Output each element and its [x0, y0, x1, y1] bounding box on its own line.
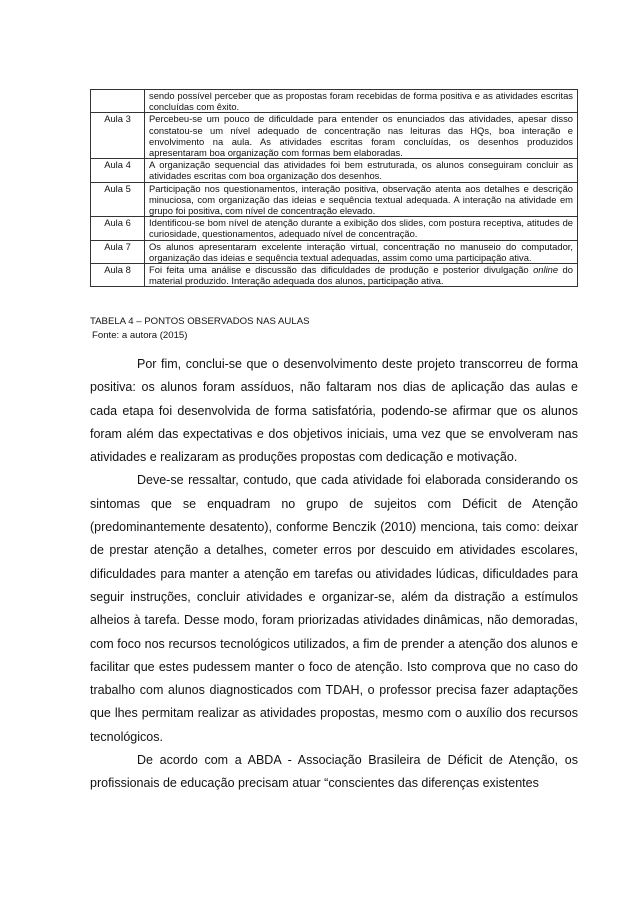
- observation-text: Foi feita uma análise e discussão das dificuldades de produção e posterior divulgação: [149, 264, 534, 276]
- lesson-label: Aula 7: [91, 240, 145, 263]
- observations-table: [90, 89, 578, 287]
- table-row: [91, 159, 578, 182]
- lesson-observation: Participação nos questionamentos, interação positiva, observação atenta aos detalhes e descrição minuciosa, com organização das ideias e sequência textual adequada. A interação na atividade em grupo foi positiva, com nível de concentração elevado.: [145, 182, 578, 217]
- paragraph: De acordo com a ABDA - Associação Brasileira de Déficit de Atenção, os profissionais de educação precisam atuar “conscientes das diferenças existentes: [90, 753, 578, 791]
- lesson-label: Aula 4: [91, 159, 145, 182]
- lesson-label: Aula 6: [91, 217, 145, 240]
- table-row: [91, 182, 578, 217]
- paragraph: Deve-se ressaltar, contudo, que cada atividade foi elaborada considerando os sintomas que se enquadram no grupo de sujeitos com Déficit de Atenção (predominantemente desatento), conforme Benczik (2010) menciona, tais como: deixar de prestar atenção a detalhes, cometer erros por descuido em atividades escolares, dificuldades para manter a atenção em tarefas ou atividades lúdicas, dificuldades para seguir instruções, concluir atividades e organizar-se, além da distração a estímulos alheios à tarefa. Desse modo, foram priorizadas atividades dinâmicas, não demoradas, com foco nos recursos tecnológicos utilizados, a fim de prender a atenção dos alunos e facilitar que estes pudessem manter o foco de atenção. Isto comprova que no caso do trabalho com alunos diagnosticados com TDAH, o professor precisa fazer adaptações que lhes permitam realizar as atividades propostas, mesmo com o auxílio dos recursos tecnológicos.: [90, 473, 578, 744]
- table-row: [91, 264, 578, 287]
- observation-text: do material produzido. Interação adequada dos alunos, participação ativa.: [149, 264, 573, 287]
- lesson-observation: [145, 264, 578, 287]
- lesson-label: Aula 5: [91, 182, 145, 217]
- table-row: [91, 240, 578, 263]
- lesson-observation: sendo possível perceber que as propostas foram recebidas de forma positiva e as atividades escritas concluídas com êxito.: [145, 90, 578, 113]
- lesson-label: Aula 3: [91, 113, 145, 159]
- lesson-label: Aula 8: [91, 264, 145, 287]
- lesson-observation: A organização sequencial das atividades foi bem estruturada, os alunos conseguiram concluir as atividades escritas com boa organização dos desenhos.: [145, 159, 578, 182]
- lesson-observation: Percebeu-se um pouco de dificuldade para entender os enunciados das atividades, apesar disso constatou-se um nível adequado de concentração nas leituras das HQs, boa interação e envolvimento na aula. As atividades escritas foram concluídas, os desenhos produzidos apresentaram boa organização com formas bem elaboradas.: [145, 113, 578, 159]
- lesson-label: [91, 90, 145, 113]
- body-text: [90, 353, 578, 796]
- lesson-observation: Os alunos apresentaram excelente interação virtual, concentração no manuseio do computador, organização das ideias e sequência textual adequadas, assim como uma participação ativa.: [145, 240, 578, 263]
- paragraph: Por fim, conclui-se que o desenvolvimento deste projeto transcorreu de forma positiva: os alunos foram assíduos, não faltaram nos dias de aplicação das aulas e cada etapa foi desenvolvida de forma satisfatória, podendo-se afirmar que os alunos foram além das expectativas e dos objetivos iniciais, uma vez que se envolveram nas atividades e realizaram as produções propostas com dedicação e motivação.: [90, 357, 578, 465]
- table-source: Fonte: a autora (2015): [92, 330, 188, 341]
- table-row: [91, 90, 578, 113]
- lesson-observation: Identificou-se bom nível de atenção durante a exibição dos slides, com postura receptiva, atitudes de curiosidade, questionamentos, adequado nível de concentração.: [145, 217, 578, 240]
- table-row: [91, 113, 578, 159]
- table-row: [91, 217, 578, 240]
- observation-italic-text: online: [533, 264, 559, 276]
- table-caption: TABELA 4 – PONTOS OBSERVADOS NAS AULAS: [90, 316, 310, 327]
